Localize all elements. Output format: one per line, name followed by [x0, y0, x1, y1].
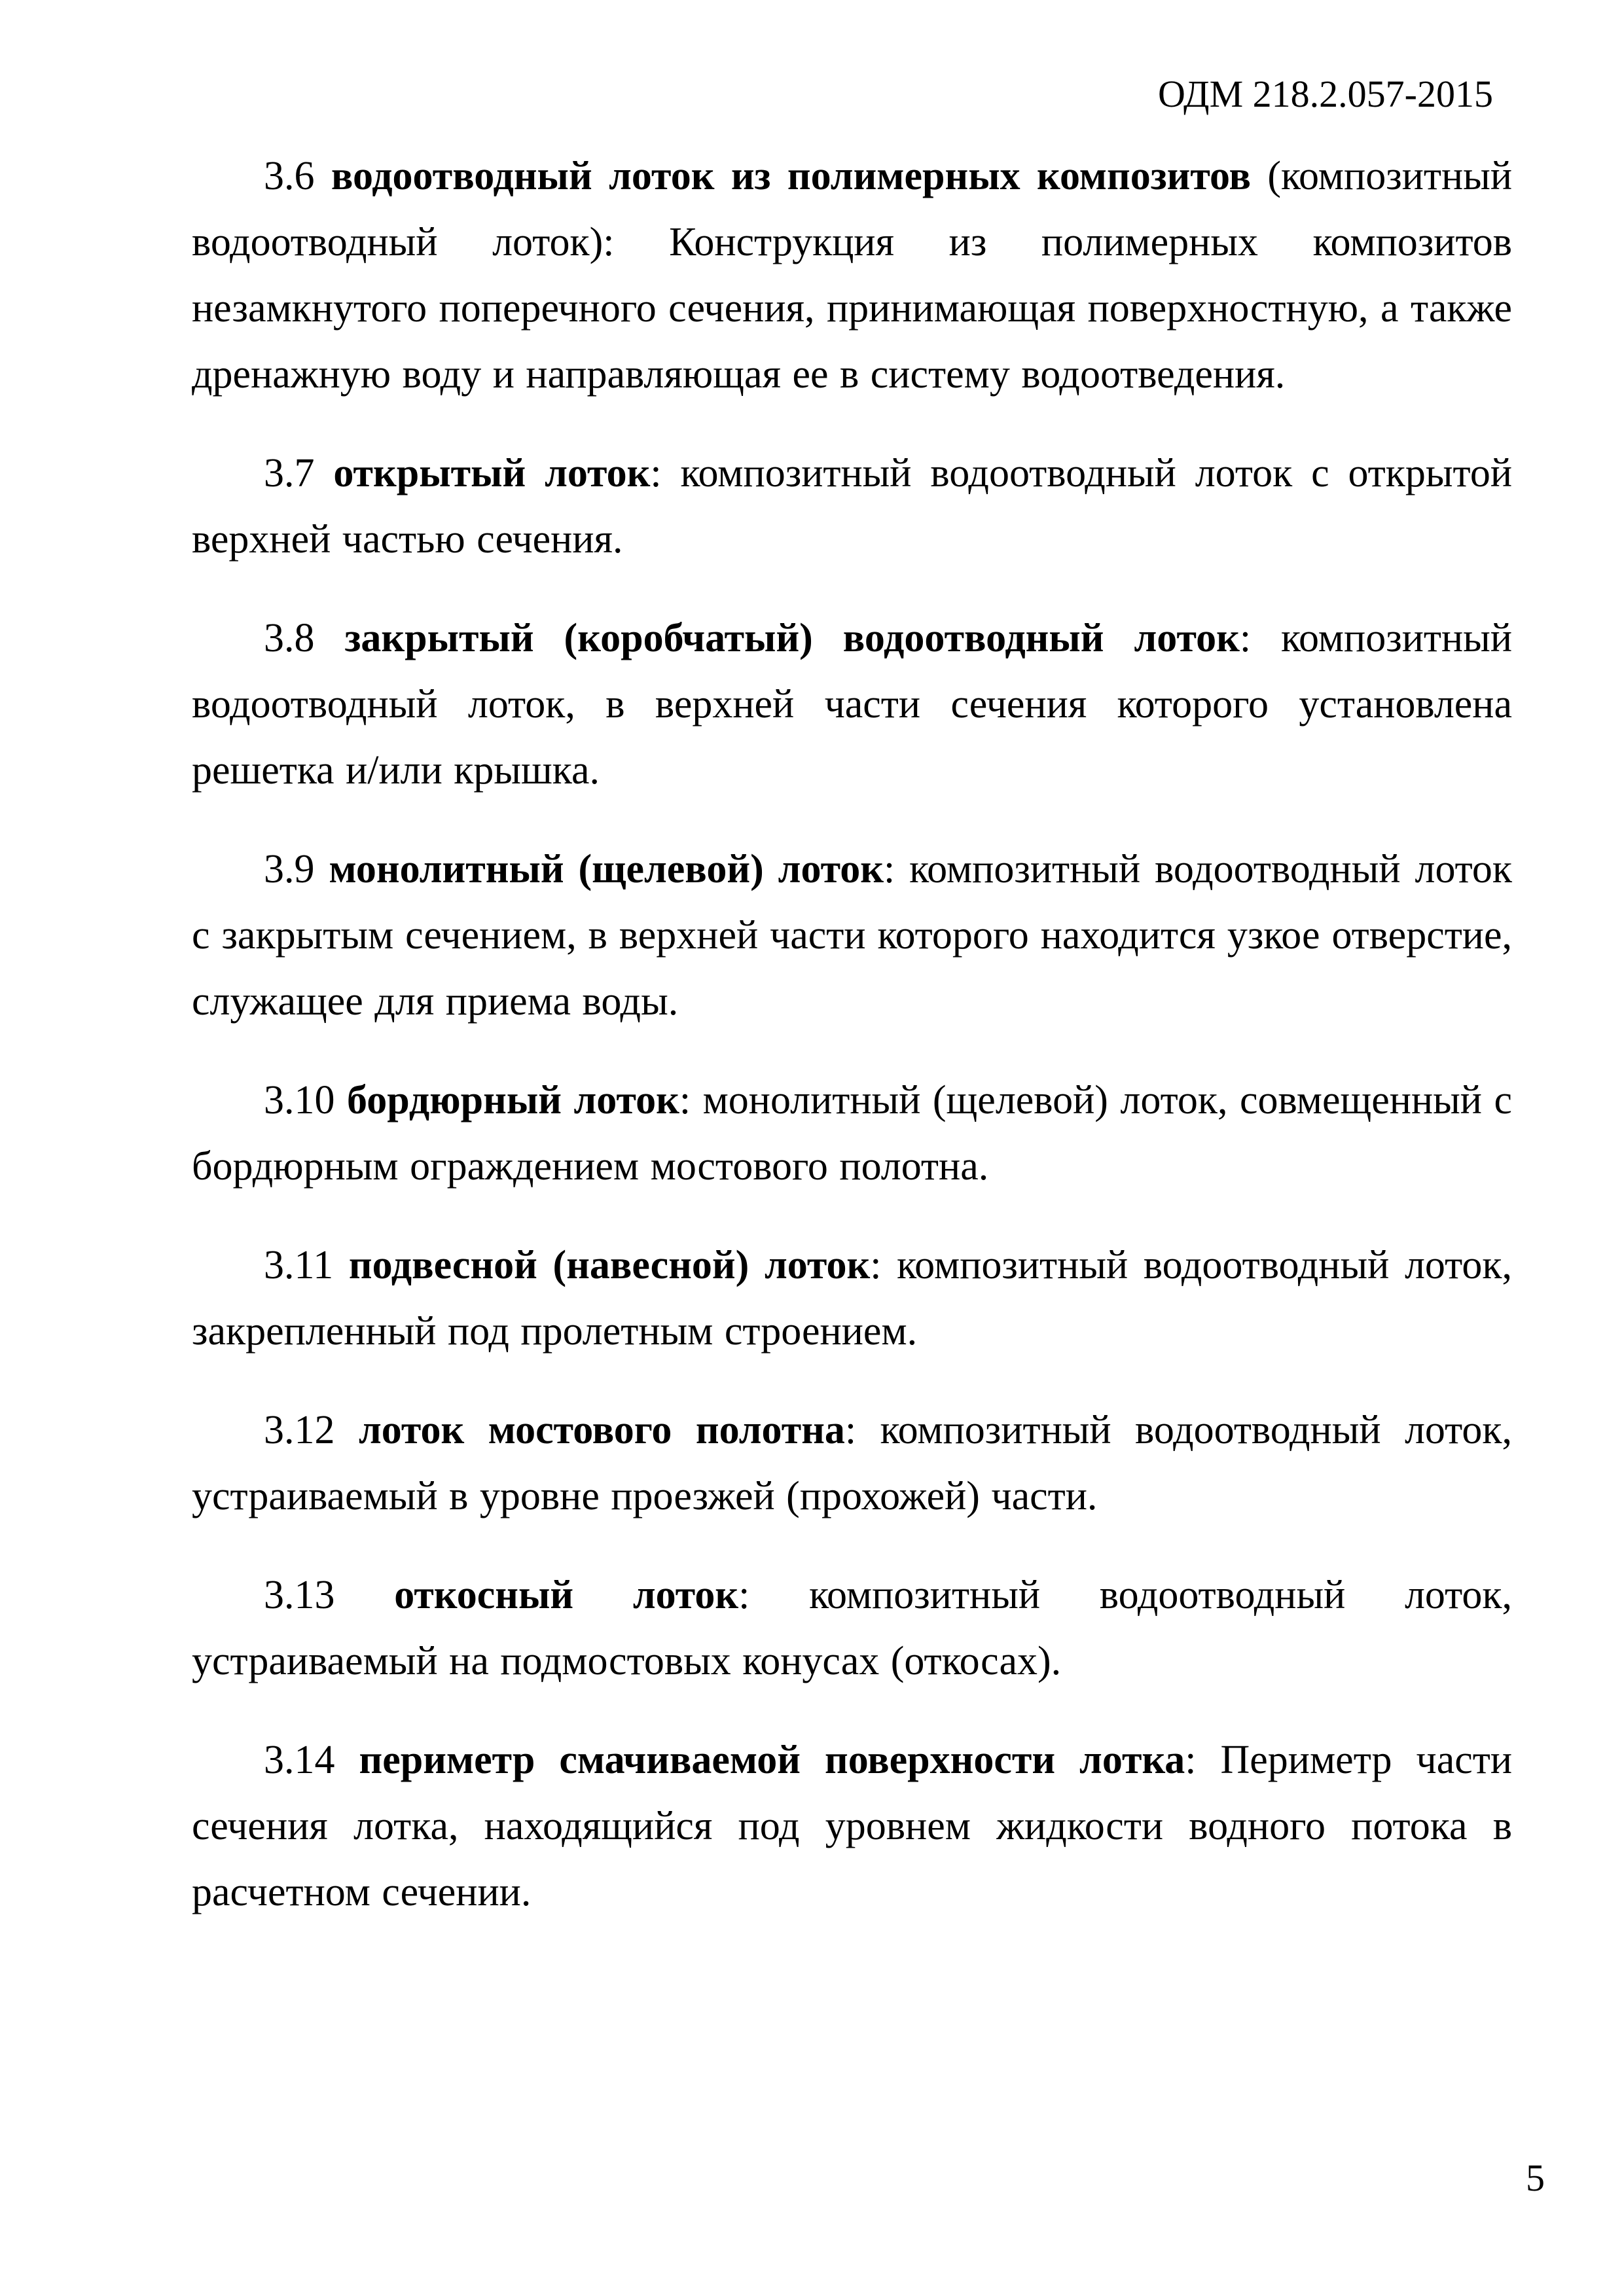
definition-term: монолитный (щелевой) лоток — [329, 847, 884, 891]
definition-term: водоотводный лоток из полимерных композитов — [331, 154, 1251, 198]
definitions-section — [192, 143, 1512, 1926]
definition-item-3-11 — [192, 1232, 1512, 1365]
definition-term: закрытый (коробчатый) водоотводный лоток — [344, 616, 1240, 660]
definition-term: бордюрный лоток — [347, 1078, 679, 1122]
definition-number: 3.7 — [264, 451, 315, 495]
definition-text: : композитный водоотводный лоток, устраиваемый в уровне проезжей (прохожей) части. — [192, 1408, 1513, 1518]
definition-number: 3.10 — [264, 1078, 335, 1122]
definition-item-3-6 — [192, 143, 1512, 408]
definition-term: открытый лоток — [333, 451, 651, 495]
document-code-header: ОДМ 218.2.057-2015 — [1158, 73, 1493, 115]
definition-number: 3.11 — [264, 1243, 334, 1287]
definition-text: : монолитный (щелевой) лоток, совмещенный с бордюрным ограждением мостового полотна. — [192, 1078, 1513, 1189]
definition-term: подвесной (навесной) лоток — [348, 1243, 871, 1287]
definition-number: 3.14 — [264, 1738, 335, 1782]
definition-item-3-13 — [192, 1562, 1512, 1695]
definition-text: : композитный водоотводный лоток, в верхней части сечения которого установлена решетка и/или крышка. — [192, 616, 1513, 793]
definition-text: : композитный водоотводный лоток, закрепленный под пролетным строением. — [192, 1243, 1513, 1354]
definition-item-3-12 — [192, 1397, 1512, 1530]
definition-item-3-7 — [192, 440, 1512, 573]
definition-number: 3.8 — [264, 616, 315, 660]
definition-item-3-8 — [192, 605, 1512, 804]
definition-text: : композитный водоотводный лоток с открытой верхней частью сечения. — [192, 451, 1513, 562]
definition-item-3-14 — [192, 1727, 1512, 1926]
definition-item-3-9 — [192, 836, 1512, 1035]
definition-term: лоток мостового полотна — [358, 1408, 845, 1452]
definition-term: периметр смачиваемой поверхности лотка — [359, 1738, 1185, 1782]
definition-text: : композитный водоотводный лоток с закрытым сечением, в верхней части которого находится узкое отверстие, служащее для приема воды. — [192, 847, 1513, 1024]
definition-item-3-10 — [192, 1067, 1512, 1200]
definition-number: 3.9 — [264, 847, 315, 891]
page-number: 5 — [1526, 2157, 1545, 2199]
definition-text: : композитный водоотводный лоток, устраиваемый на подмостовых конусах (откосах). — [192, 1573, 1513, 1683]
definition-number: 3.13 — [264, 1573, 335, 1617]
definition-text: (композитный водоотводный лоток): Конструкция из полимерных композитов незамкнутого поперечного сечения, принимающая поверхностную, а также дренажную воду и направляющая ее в систему водоотведения. — [192, 154, 1512, 397]
definition-number: 3.12 — [264, 1408, 335, 1452]
definition-text: : Периметр части сечения лотка, находящийся под уровнем жидкости водного потока в расчетном сечении. — [192, 1738, 1513, 1914]
definition-term: откосный лоток — [394, 1573, 739, 1617]
definition-number: 3.6 — [264, 154, 315, 198]
